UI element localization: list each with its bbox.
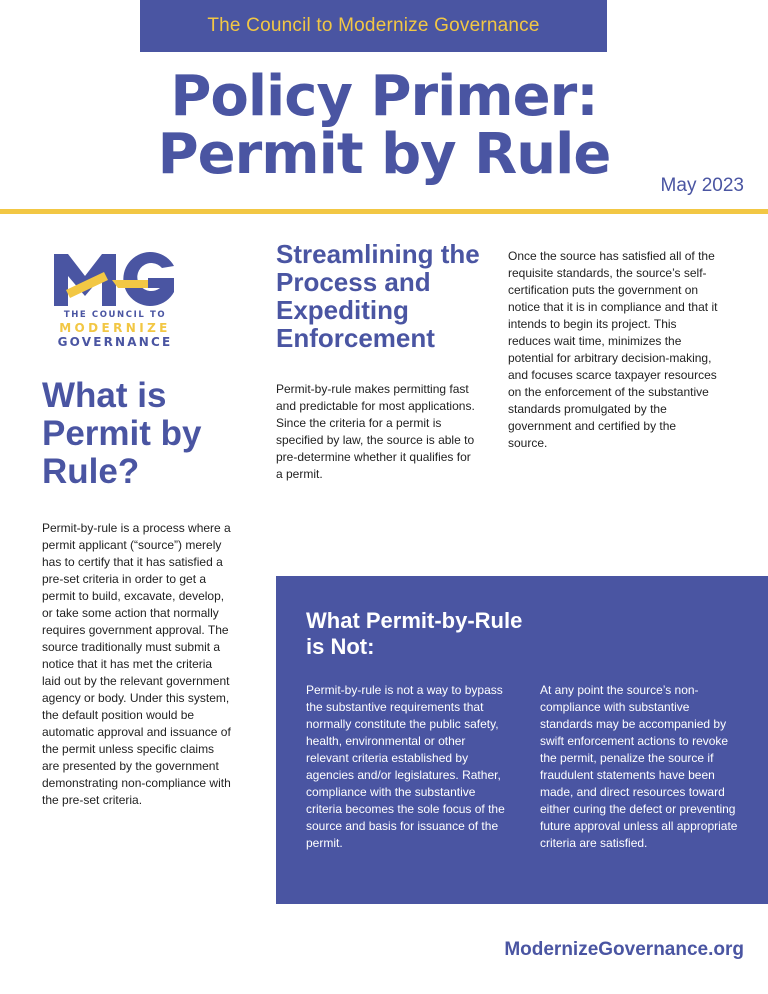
streamlining-body: Permit-by-rule makes permitting fast and predictable for most applications. Since the criteria for a permit is specified by law, the source is able to pre-determine whether it qualifies for a permit. (276, 382, 475, 481)
what-is-body: Permit-by-rule is a process where a permit applicant (“source”) merely has to certify that it has satisfied a pre-set criteria in order to get a permit to build, excavate, develop, or take some action that normally requires government approval. The source traditionally must submit a notice that it has met the criteria laid out by the relevant government agency or body. Under this system, the default position would be automatic approval and issuance of the permit unless specific claims are presented by the government demonstrating non-compliance with the pre-set criteria. (42, 521, 231, 807)
top-banner (140, 0, 607, 52)
organization-logo (52, 250, 178, 354)
streamlining-heading: Streamlining the Process and Expediting Enforcement (276, 239, 480, 353)
box-heading: What Permit-by-Rule is Not: (306, 608, 523, 659)
page-title-line1: Policy Primer: (170, 64, 598, 129)
box-column-2: At any point the source’s non-compliance with substantive standards may be accompanied by swift enforcement actions to revoke the permit, penalize the source if fraudulent statements have been made, and direct resources toward either curing the defect or preventing future approval unless all appropriate criteria are satisfied. (540, 683, 738, 850)
header-divider (0, 209, 768, 214)
banner-text: The Council to Modernize Governance (207, 15, 540, 36)
what-it-is-not-box (276, 576, 768, 904)
logo-text-line3: GOVERNANCE (57, 335, 173, 349)
logo-text-line1: THE COUNCIL TO (63, 310, 167, 320)
logo-text-line2: MODERNIZE (59, 321, 171, 335)
box-column-1: Permit-by-rule is not a way to bypass the substantive requirements that normally constitute the public safety, health, environmental or other relevant criteria established by agencies and/or legislatures. Rather, compliance with the substantive criteria becomes the sole focus of the source and basis for issuance of the permit. (306, 683, 505, 850)
publication-date: May 2023 (660, 175, 744, 196)
page-title-line2: Permit by Rule (157, 122, 611, 187)
mg-monogram-icon (52, 250, 178, 308)
what-is-heading: What is Permit by Rule? (42, 376, 202, 491)
self-certification-body: Once the source has satisfied all of the requisite standards, the source’s self-certification puts the government on notice that it is in compliance and that it intends to begin its project. This reduces wait time, minimizes the potential for arbitrary decision-making, and focuses scarce taxpayer resources on the enforcement of the substantive standards promulgated by the government and certified by the source. (508, 249, 718, 450)
website-link[interactable]: ModernizeGovernance.org (504, 939, 744, 960)
